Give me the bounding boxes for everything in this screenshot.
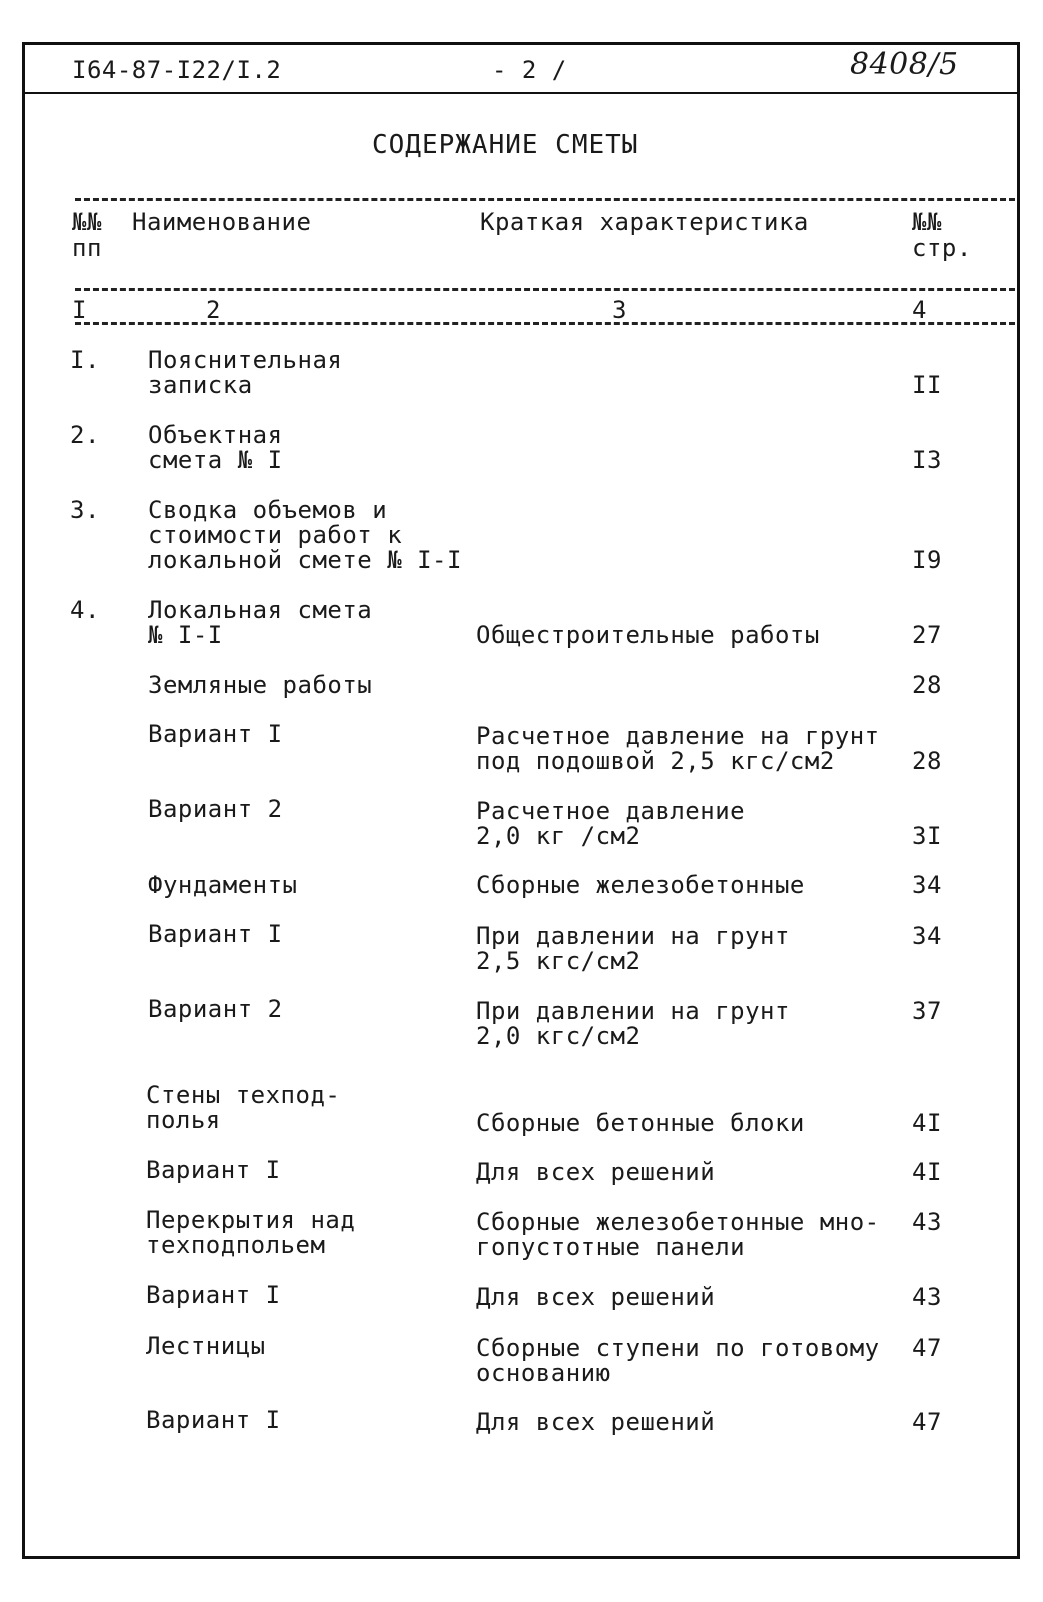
row-name: техподпольем [146,1231,326,1259]
row-page-number: 47 [912,1408,942,1436]
col-header-num-1: №№ [72,208,102,236]
row-name: локальной смете № I-I [148,546,462,574]
row-page-number: 47 [912,1334,942,1362]
column-numbers-divider [75,322,1015,325]
row-name: Стены техпод- [146,1081,341,1109]
header-divider [22,92,1020,94]
row-page-number: 3I [912,822,942,850]
row-page-number: 43 [912,1208,942,1236]
row-name: № I-I [148,621,223,649]
row-name: Вариант I [148,920,283,948]
row-page-number: 4I [912,1158,942,1186]
row-page-number: II [912,371,942,399]
row-description: под подошвой 2,5 кгс/см2 [476,747,835,775]
row-description: Расчетное давление [476,797,746,825]
row-name: Объектная [148,421,283,449]
row-description: Сборные ступени по готовому [476,1334,880,1362]
row-name: Фундаменты [148,871,298,899]
row-page-number: I3 [912,446,942,474]
row-page-number: 28 [912,747,942,775]
row-name: Вариант 2 [148,795,283,823]
row-name: Вариант I [146,1406,281,1434]
row-page-number: 34 [912,871,942,899]
row-number: 4. [70,596,100,624]
row-name: стоимости работ к [148,521,403,549]
row-page-number: 4I [912,1109,942,1137]
row-name: Лестницы [146,1332,266,1360]
row-page-number: I9 [912,546,942,574]
row-name: полья [146,1106,221,1134]
row-name: Вариант 2 [148,995,283,1023]
col-header-num-2: пп [72,234,102,262]
row-description: Сборные бетонные блоки [476,1109,805,1137]
row-number: 2. [70,421,100,449]
row-name: смета № I [148,446,283,474]
page-marker: - 2 / [492,56,567,84]
row-description: гопустотные панели [476,1233,746,1261]
row-name: Вариант I [146,1156,281,1184]
row-description: Сборные железобетонные [476,871,805,899]
header-bottom-divider [75,288,1015,291]
row-page-number: 28 [912,671,942,699]
row-name: Локальная смета [148,596,373,624]
row-description: Расчетное давление на грунт [476,722,880,750]
col-header-name: Наименование [132,208,312,236]
row-description: Для всех решений [476,1408,716,1436]
col-header-page-1: №№ [912,208,942,236]
row-name: Вариант I [148,720,283,748]
row-description: 2,0 кг /см2 [476,822,641,850]
col-number-4: 4 [912,296,927,324]
col-number-3: 3 [612,296,627,324]
row-description: При давлении на грунт [476,997,790,1025]
row-description: основанию [476,1359,611,1387]
col-number-1: I [72,296,87,324]
page-title: СОДЕРЖАНИЕ СМЕТЫ [372,130,639,160]
row-name: Сводка объемов и [148,496,388,524]
row-description: Для всех решений [476,1283,716,1311]
row-description: 2,5 кгс/см2 [476,947,641,975]
row-page-number: 37 [912,997,942,1025]
row-number: I. [70,346,100,374]
row-number: 3. [70,496,100,524]
row-name: Вариант I [146,1281,281,1309]
row-page-number: 43 [912,1283,942,1311]
row-page-number: 27 [912,621,942,649]
row-page-number: 34 [912,922,942,950]
row-name: Перекрытия над [146,1206,356,1234]
row-description: Для всех решений [476,1158,716,1186]
col-header-desc: Краткая характеристика [480,208,809,236]
row-description: При давлении на грунт [476,922,790,950]
row-description: 2,0 кгс/см2 [476,1022,641,1050]
col-number-2: 2 [206,296,221,324]
row-name: записка [148,371,253,399]
row-name: Пояснительная [148,346,343,374]
col-header-page-2: стр. [912,234,972,262]
table-top-divider [75,198,1015,201]
doc-code: I64-87-I22/I.2 [72,56,282,84]
row-name: Земляные работы [148,671,373,699]
sheet-id: 8408/5 [850,47,959,82]
row-description: Общестроительные работы [476,621,820,649]
row-description: Сборные железобетонные мно- [476,1208,880,1236]
